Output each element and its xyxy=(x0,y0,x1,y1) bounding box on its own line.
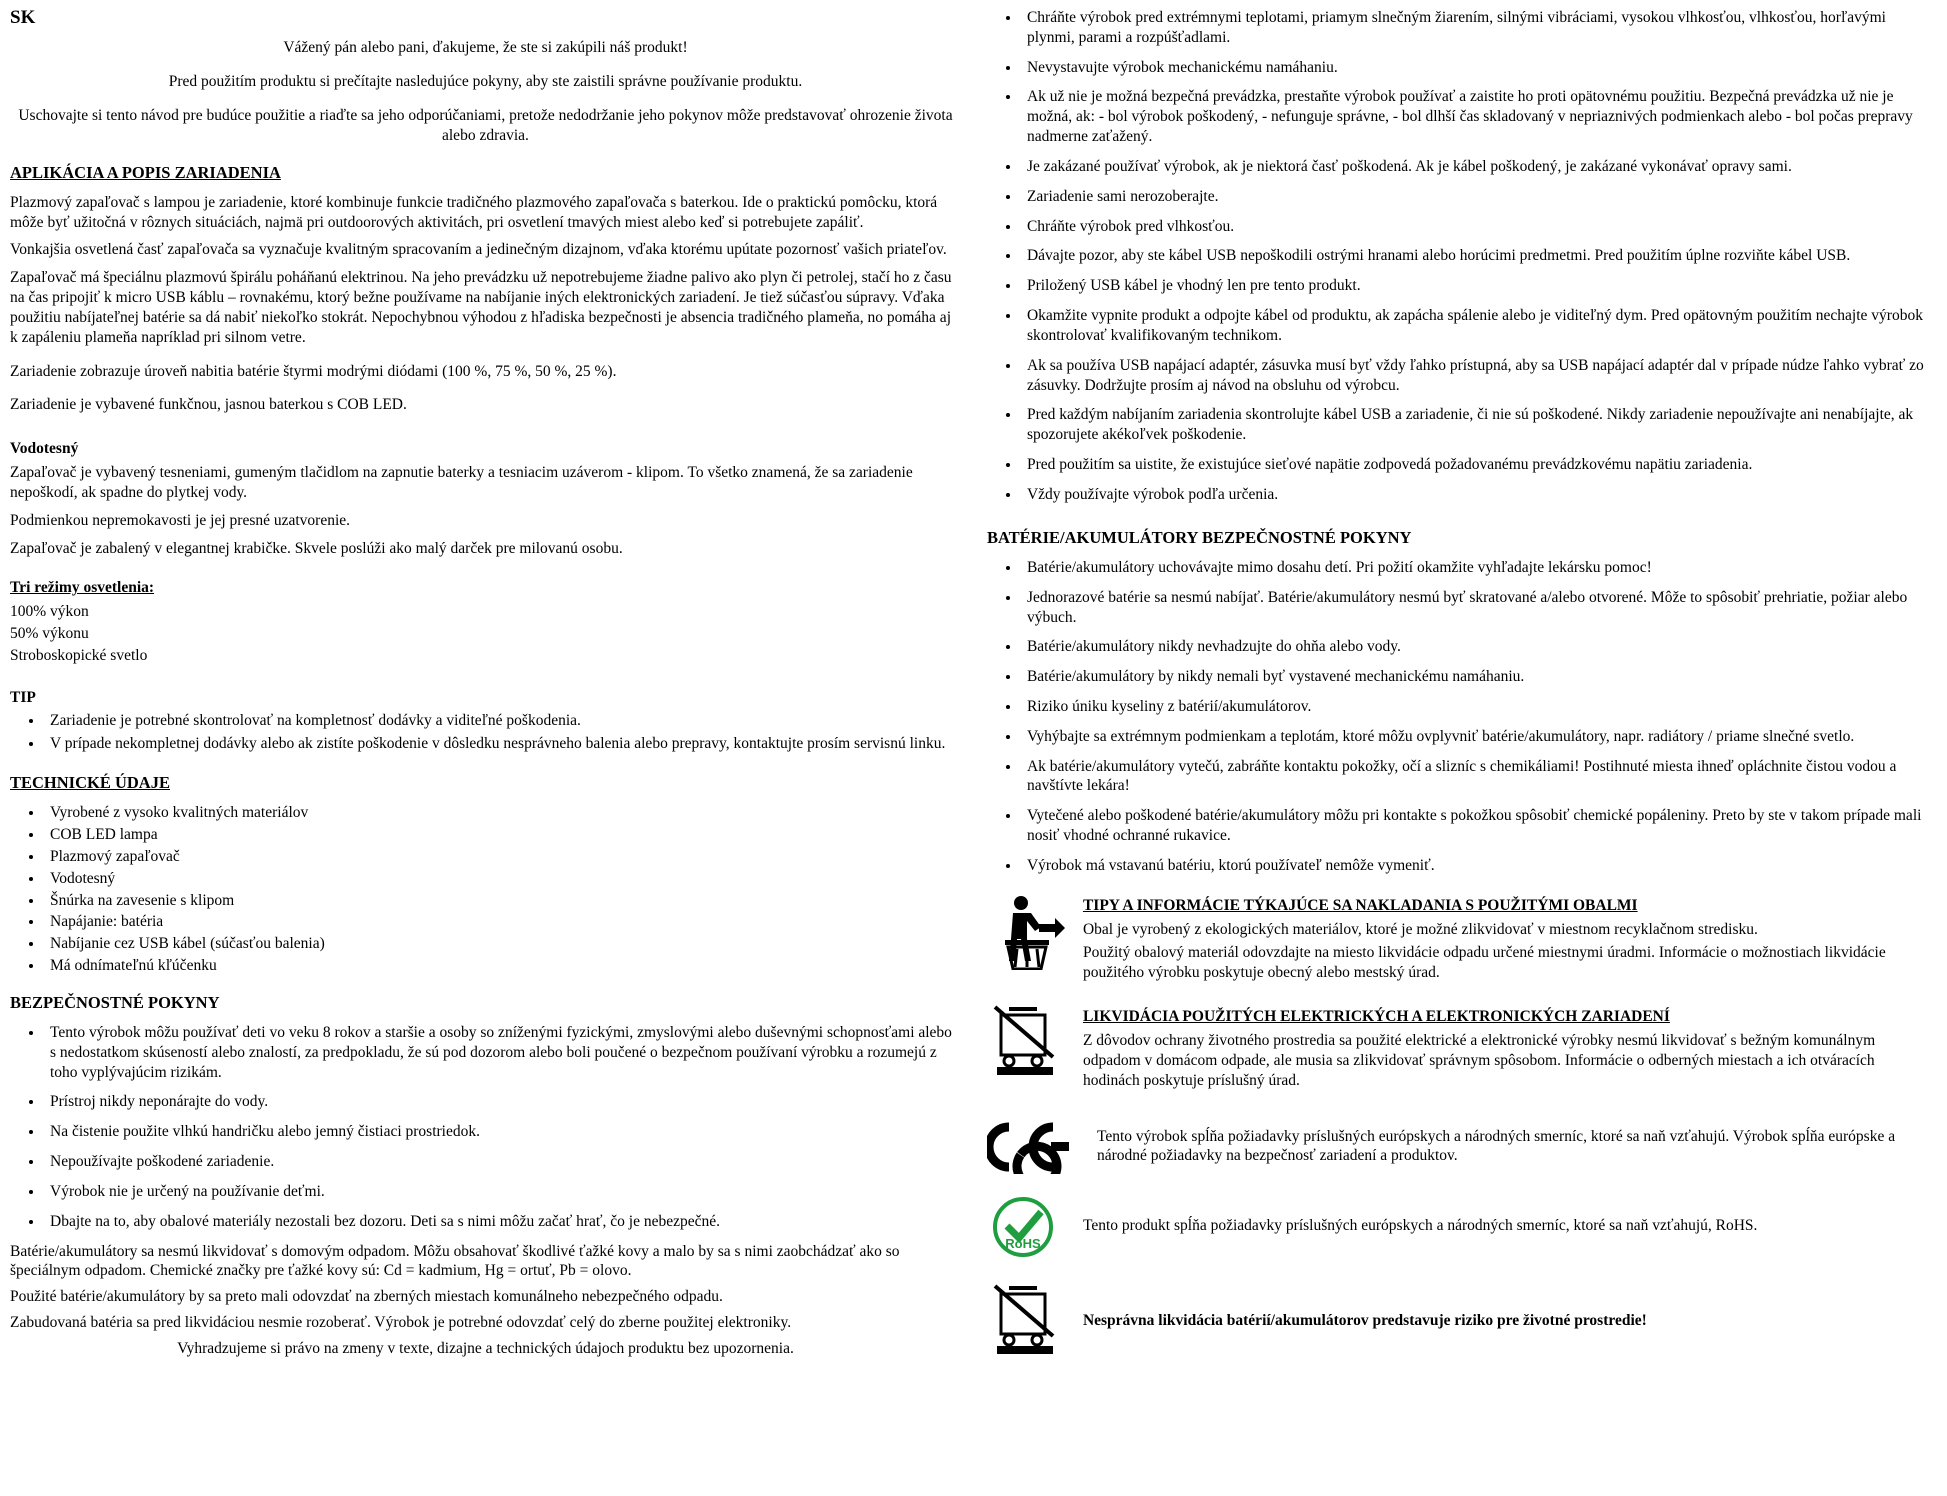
list-item: • Batérie/akumulátory uchovávajte mimo dosahu detí. Pri požití okamžite vyhľadajte lekársku pomoc! xyxy=(1021,558,1927,578)
list-item: • Vždy používajte výrobok podľa určenia. xyxy=(1021,485,1927,505)
intro-read-instructions: Pred použitím produktu si prečítajte nasledujúce pokyny, aby ste zaistili správne používanie produktu. xyxy=(168,73,803,91)
list-item: • Napájanie: batéria xyxy=(44,912,961,932)
weee-heading: LIKVIDÁCIA POUŽITÝCH ELEKTRICKÝCH A ELEKTRONICKÝCH ZARIADENÍ xyxy=(1082,1008,1670,1026)
list-item: • Nepoužívajte poškodené zariadenie. xyxy=(44,1152,961,1172)
packaging-info-text xyxy=(1083,894,1927,987)
battery-disposal-warning: Nesprávna likvidácia batérií/akumulátorov predstavuje riziko pre životné prostredie! xyxy=(1082,1312,1647,1330)
section-safety-heading: BEZPEČNOSTNÉ POKYNY xyxy=(10,992,220,1012)
packaging-info-block xyxy=(987,894,1927,987)
list-item: • Je zakázané používať výrobok, ak je niektorá časť poškodená. Ak je kábel poškodený, je zakázané vykonávať opravy sami. xyxy=(1021,157,1927,177)
left-column xyxy=(6,6,973,1496)
weee-p1: Z dôvodov ochrany životného prostredia sa použité elektrické a elektronické výrobky nesmú likvidovať s bežným komunálnym odpadom v domácom odpade, ale musia sa zlikvidovať správnym spôsobom. Informácie o odberných miestach a ich otváracích hodinách poskytuje príslušný úrad. xyxy=(1082,1031,1876,1089)
list-item: • Tento výrobok môžu používať deti vo veku 8 rokov a staršie a osoby so zníženými fyzickými, zmyslovými alebo duševnými schopnosťami alebo s nedostatkom skúseností alebo znalostí, za predpokladu, že sú pod dozorom alebo boli poučené o bezpečnom používaní výrobku a rozumejú z toho vyplývajúcim rizikám. xyxy=(44,1023,961,1082)
list-item: • Priložený USB kábel je vhodný len pre tento produkt. xyxy=(1021,276,1927,296)
list-item: • Na čistenie použite vlhkú handričku alebo jemný čistiaci prostriedok. xyxy=(44,1122,961,1142)
intro-keep-manual: Uschovajte si tento návod pre budúce použitie a riaďte sa jeho odporúčaniami, pretože nedodržanie jeho pokynov môže predstavovať ohrozenie života alebo zdravia. xyxy=(18,106,953,144)
modes-heading: Tri režimy osvetlenia: xyxy=(10,579,155,597)
list-item: • COB LED lampa xyxy=(44,825,961,845)
application-p5: Zariadenie je vybavené funkčnou, jasnou baterkou s COB LED. xyxy=(10,396,407,414)
list-item: • Zariadenie je potrebné skontrolovať na kompletnosť dodávky a viditeľné poškodenia. xyxy=(44,711,961,731)
mode-item: 100% výkon xyxy=(10,603,89,621)
application-p3: Zapaľovač má špeciálnu plazmovú špirálu poháňanú elektrinou. Na jeho prevádzku už nepotrebujeme žiadne palivo ako plyn či petrolej, stačí ho z času na čas pripojiť k micro USB káblu – rovnakému, ktorý bežne používame na nabíjanie iných elektronických zariadení. Je tiež súčasťou súpravy. Vďaka použitiu nabíjateľnej batérie sa dá nabiť niekoľko stokrát. Nepochybnou výhodou z hľadiska bezpečnosti je absencia tradičného plameňa, no pomáha aj k zapáleniu plameňa napríklad pri silnom vetre. xyxy=(10,269,952,346)
ce-block xyxy=(987,1120,1927,1174)
waterproof-p3: Zapaľovač je zabalený v elegantnej krabičke. Skvele poslúži ako malý darček pre milovanú osobu. xyxy=(10,539,623,557)
battery-disposal-block xyxy=(987,1284,1927,1356)
list-item: • Ak batérie/akumulátory vytečú, zabráňte kontaktu pokožky, očí a slizníc s chemikáliami! Postihnuté miesta ihneď opláchnite čistou vodou a navštívte lekára! xyxy=(1021,757,1927,797)
language-code: SK xyxy=(10,7,36,28)
section-battery-safety-heading: BATÉRIE/AKUMULÁTORY BEZPEČNOSTNÉ POKYNY xyxy=(986,527,1412,547)
rohs-paragraph: Tento produkt spĺňa požiadavky príslušných európskych a národných smerníc, ktoré sa naň vzťahujú, RoHS. xyxy=(1082,1217,1758,1235)
list-item: • Nevystavujte výrobok mechanickému namáhaniu. xyxy=(1021,58,1927,78)
weee-info-block xyxy=(987,1005,1927,1094)
list-item: • Batérie/akumulátory by nikdy nemali byť vystavené mechanickému namáhaniu. xyxy=(1021,667,1927,687)
list-item: • Vyhýbajte sa extrémnym podmienkam a teplotám, ktoré môžu ovplyvniť batérie/akumulátory, napr. radiátory / priame slnečné svetlo. xyxy=(1021,727,1927,747)
battery-disposal-p3: Zabudovaná batéria sa pred likvidáciou nesmie rozoberať. Výrobok je potrebné odovzdať celý do zberne použitej elektroniky. xyxy=(10,1314,792,1332)
list-item: • Pred každým nabíjaním zariadenia skontrolujte kábel USB a zariadenie, či nie sú poškodené. Nikdy zariadenie nepoužívajte ani nenabíjajte, ak spozorujete akékoľvek poškodenie. xyxy=(1021,405,1927,445)
application-p4: Zariadenie zobrazuje úroveň nabitia batérie štyrmi modrými diódami (100 %, 75 %, 50 %, 25 %). xyxy=(10,362,617,380)
section-technical-heading: TECHNICKÉ ÚDAJE xyxy=(10,773,170,793)
safety-list-right xyxy=(987,8,1927,505)
list-item: • Ak sa používa USB napájací adaptér, zásuvka musí byť vždy ľahko prístupná, aby sa USB napájací adaptér dal v prípade núdze ľahko vybrať zo zásuvky. Dodržujte prosím aj návod na obsluhu od výrobcu. xyxy=(1021,356,1927,396)
list-item: • Má odnímateľnú kľúčenku xyxy=(44,956,961,976)
list-item: • Prístroj nikdy neponárajte do vody. xyxy=(44,1092,961,1112)
battery-disposal-p2: Použité batérie/akumulátory by sa preto mali odovzdať na zberných miestach komunálneho nebezpečného odpadu. xyxy=(10,1288,723,1306)
mode-item: Stroboskopické svetlo xyxy=(10,646,148,664)
application-p2: Vonkajšia osvetlená časť zapaľovača sa vyznačuje kvalitným spracovaním a jedinečným dizajnom, vďaka ktorému upútate pozornosť vašich priateľov. xyxy=(10,241,947,259)
list-item: • Výrobok má vstavanú batériu, ktorú používateľ nemôže vymeniť. xyxy=(1021,856,1927,876)
safety-list-left xyxy=(10,1023,961,1232)
tip-list xyxy=(10,711,961,754)
mode-item: 50% výkonu xyxy=(10,624,89,642)
crossed-out-wheelie-bin-icon xyxy=(987,1005,1073,1077)
waterproof-p2: Podmienkou nepremokavosti je jej presné uzatvorenie. xyxy=(10,511,351,529)
battery-safety-list xyxy=(987,558,1927,876)
rohs-text xyxy=(1083,1214,1927,1240)
section-application-heading: APLIKÁCIA A POPIS ZARIADENIA xyxy=(10,162,281,182)
battery-disposal-p1: Batérie/akumulátory sa nesmú likvidovať s domovým odpadom. Môžu obsahovať škodlivé ťažké kovy a malo by sa s nimi zaobchádzať ako so špeciálnym odpadom. Chemické značky pre ťažké kovy sú: Cd = kadmium, Hg = ortuť, Pb = olovo. xyxy=(10,1242,900,1280)
list-item: • Šnúrka na zavesenie s klipom xyxy=(44,891,961,911)
right-column xyxy=(973,6,1937,1496)
list-item: • Zariadenie sami nerozoberajte. xyxy=(1021,187,1927,207)
list-item: • Ak už nie je možná bezpečná prevádzka, prestaňte výrobok používať a zaistite ho proti opätovnému použitiu. Bezpečná prevádzka už nie je možná, ak: - bol výrobok poškodený, - nefunguje správne, - bol dlhší čas skladovaný v nepriaznivých podmienkach alebo - bol počas prepravy nadmerne zaťažený. xyxy=(1021,87,1927,146)
packaging-p1: Obal je vyrobený z ekologických materiálov, ktoré je možné zlikvidovať v miestnom recyklačnom stredisku. xyxy=(1082,920,1758,938)
ce-paragraph: Tento výrobok spĺňa požiadavky príslušných európskych a národných smerníc, ktoré sa naň vzťahujú. Výrobok spĺňa európske a národné požiadavky na bezpečnosť zariadení a produktov. xyxy=(1096,1127,1896,1165)
list-item: • Batérie/akumulátory nikdy nevhadzujte do ohňa alebo vody. xyxy=(1021,637,1927,657)
technical-list xyxy=(10,803,961,976)
rights-reserved-note: Vyhradzujeme si právo na zmeny v texte, dizajne a technických údajoch produktu bez upozornenia. xyxy=(177,1339,794,1357)
waterproof-heading: Vodotesný xyxy=(10,440,79,458)
list-item: • Vodotesný xyxy=(44,869,961,889)
packaging-heading: TIPY A INFORMÁCIE TÝKAJÚCE SA NAKLADANIA S POUŽITÝMI OBALMI xyxy=(1082,896,1638,914)
list-item: • Chráňte výrobok pred vlhkosťou. xyxy=(1021,217,1927,237)
list-item: • V prípade nekompletnej dodávky alebo ak zistíte poškodenie v dôsledku nesprávneho balenia alebo prepravy, kontaktujte prosím servisnú linku. xyxy=(44,734,961,754)
packaging-p2: Použitý obalový materiál odovzdajte na miesto likvidácie odpadu určené miestnymi úradmi. Informácie o možnostiach likvidácie použitého výrobku poskytuje obecný alebo mestský úrad. xyxy=(1082,944,1886,982)
list-item: • Plazmový zapaľovač xyxy=(44,847,961,867)
list-item: • Dávajte pozor, aby ste kábel USB nepoškodili ostrými hranami alebo horúcimi predmetmi. Pred použitím úplne rozviňte kábel USB. xyxy=(1021,246,1927,266)
waterproof-p1: Zapaľovač je vybavený tesneniami, gumeným tlačidlom na zapnutie baterky a tesniacim uzáverom - klipom. To všetko znamená, že sa zariadenie nepoškodí, ak spadne do plytkej vody. xyxy=(10,464,913,501)
weee-info-text xyxy=(1083,1005,1927,1094)
list-item: • Chráňte výrobok pred extrémnymi teplotami, priamym slnečným žiarením, silnými vibráciami, vysokou vlhkosťou, vlhkosťou, horľavými plynmi, parami a rozpúšťadlami. xyxy=(1021,8,1927,48)
modes-list xyxy=(10,602,961,665)
list-item: • Pred použitím sa uistite, že existujúce sieťové napätie zodpovedá požadovanému prevádzkovému napätiu zariadenia. xyxy=(1021,455,1927,475)
list-item: • Riziko úniku kyseliny z batérií/akumulátorov. xyxy=(1021,697,1927,717)
crossed-out-battery-bin-icon xyxy=(987,1284,1073,1356)
list-item: • Výrobok nie je určený na používanie deťmi. xyxy=(44,1182,961,1202)
battery-disposal-text xyxy=(10,1242,961,1359)
ce-text xyxy=(1097,1125,1927,1171)
list-item: • Vytečené alebo poškodené batérie/akumulátory môžu pri kontakte s pokožkou spôsobiť chemické popáleniny. Preto by ste v takom prípade mali nosiť vhodné ochranné rukavice. xyxy=(1021,806,1927,846)
tip-heading: TIP xyxy=(10,688,36,706)
recycling-bin-icon xyxy=(987,894,1073,970)
rohs-icon xyxy=(987,1196,1073,1258)
application-p1: Plazmový zapaľovač s lampou je zariadenie, ktoré kombinuje funkcie tradičného plazmového zapaľovača s baterkou. Ide o praktickú pomôcku, ktorá môže byť užitočná v rôznych situáciách, najmä pri outdoorových aktivitách, pri osvetlení tmavých miest alebo keď si potrebujete zapáliť. xyxy=(10,193,938,231)
list-item: • Jednorazové batérie sa nesmú nabíjať. Batérie/akumulátory nesmú byť skratované a/alebo otvorené. Môže to spôsobiť prehriatie, požiar alebo výbuch. xyxy=(1021,588,1927,628)
rohs-block xyxy=(987,1196,1927,1258)
list-item: • Nabíjanie cez USB kábel (súčasťou balenia) xyxy=(44,934,961,954)
intro-thanks: Vážený pán alebo pani, ďakujeme, že ste si zakúpili náš produkt! xyxy=(283,39,688,57)
list-item: • Vyrobené z vysoko kvalitných materiálov xyxy=(44,803,961,823)
ce-mark-icon xyxy=(987,1120,1087,1174)
list-item: • Okamžite vypnite produkt a odpojte kábel od produktu, ak zapácha spálenie alebo je viditeľný dym. Pred opätovným použitím nechajte výrobok skontrolovať kvalifikovaným technikom. xyxy=(1021,306,1927,346)
svg-text:RoHS: RoHS xyxy=(1005,1236,1041,1252)
list-item: • Dbajte na to, aby obalové materiály nezostali bez dozoru. Deti sa s nimi môžu začať hrať, čo je nebezpečné. xyxy=(44,1212,961,1232)
